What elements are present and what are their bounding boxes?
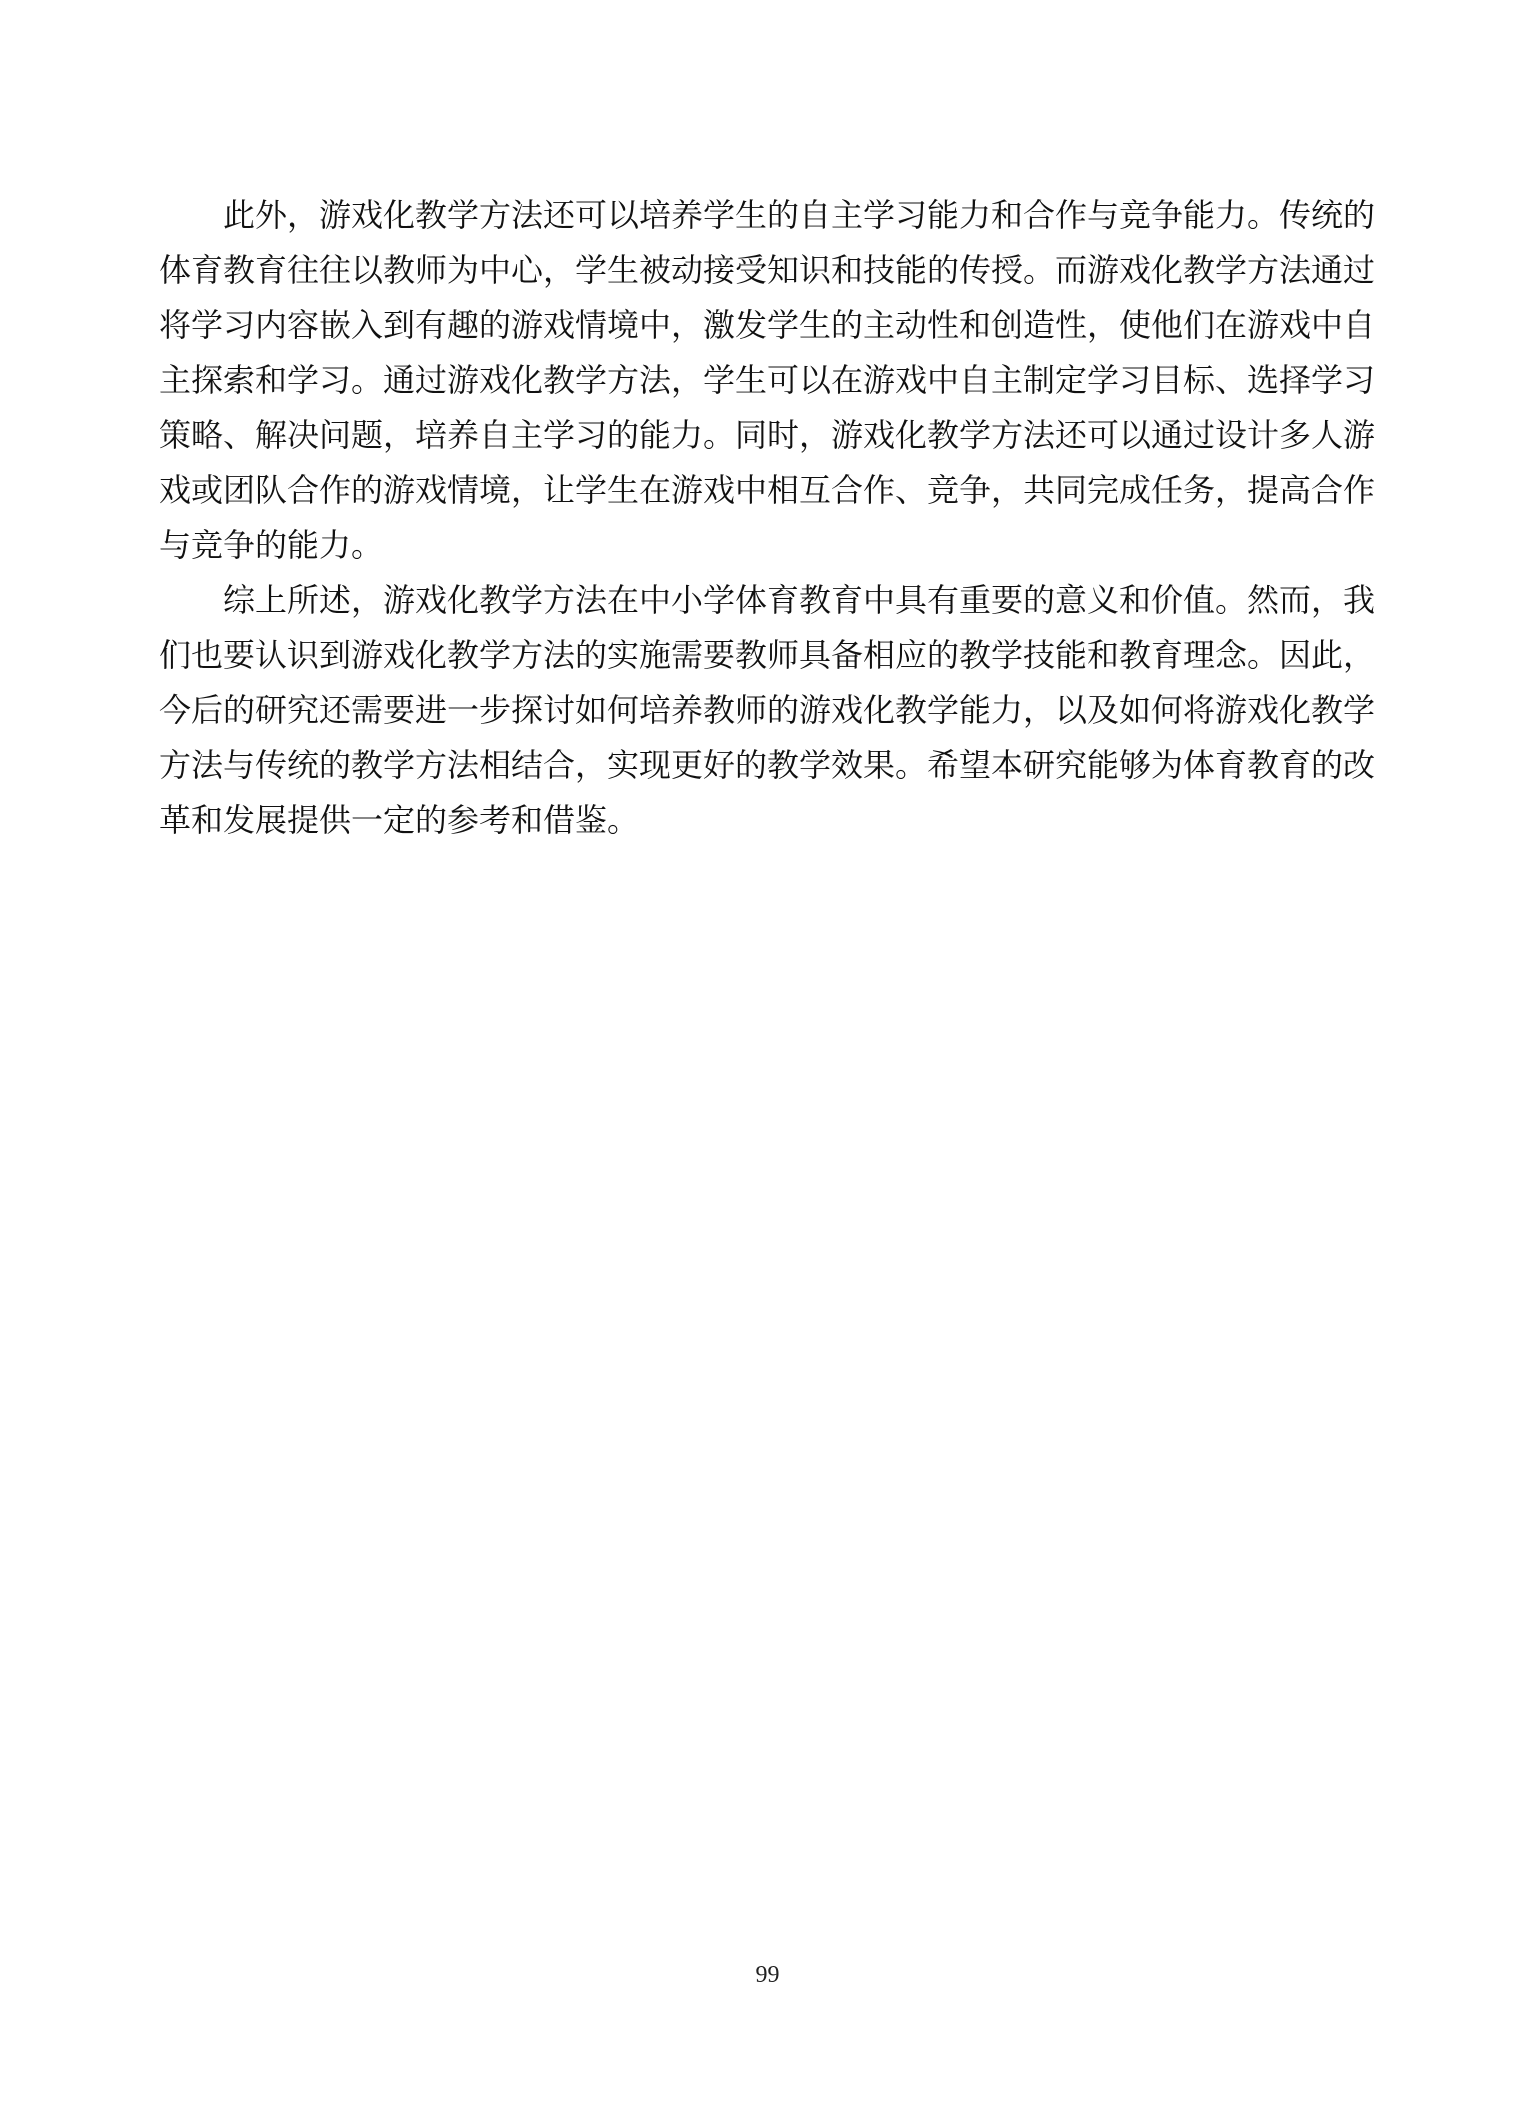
paragraph-2: 综上所述，游戏化教学方法在中小学体育教育中具有重要的意义和价值。然而，我们也要认识到游戏化教学方法的实施需要教师具备相应的教学技能和教育理念。因此，今后的研究还需要进一步探讨如何培养教师的游戏化教学能力，以及如何将游戏化教学方法与传统的教学方法相结合，实现更好的教学效果。希望本研究能够为体育教育的改革和发展提供一定的参考和借鉴。 <box>159 581 1376 839</box>
page-number: 99 <box>755 1962 780 1988</box>
paragraph-1: 此外，游戏化教学方法还可以培养学生的自主学习能力和合作与竞争能力。传统的体育教育往往以教师为中心，学生被动接受知识和技能的传授。而游戏化教学方法通过将学习内容嵌入到有趣的游戏情境中，激发学生的主动性和创造性，使他们在游戏中自主探索和学习。通过游戏化教学方法，学生可以在游戏中自主制定学习目标、选择学习策略、解决问题，培养自主学习的能力。同时，游戏化教学方法还可以通过设计多人游戏或团队合作的游戏情境，让学生在游戏中相互合作、竞争，共同完成任务，提高合作与竞争的能力。 <box>159 196 1376 564</box>
body-text <box>159 188 1375 848</box>
